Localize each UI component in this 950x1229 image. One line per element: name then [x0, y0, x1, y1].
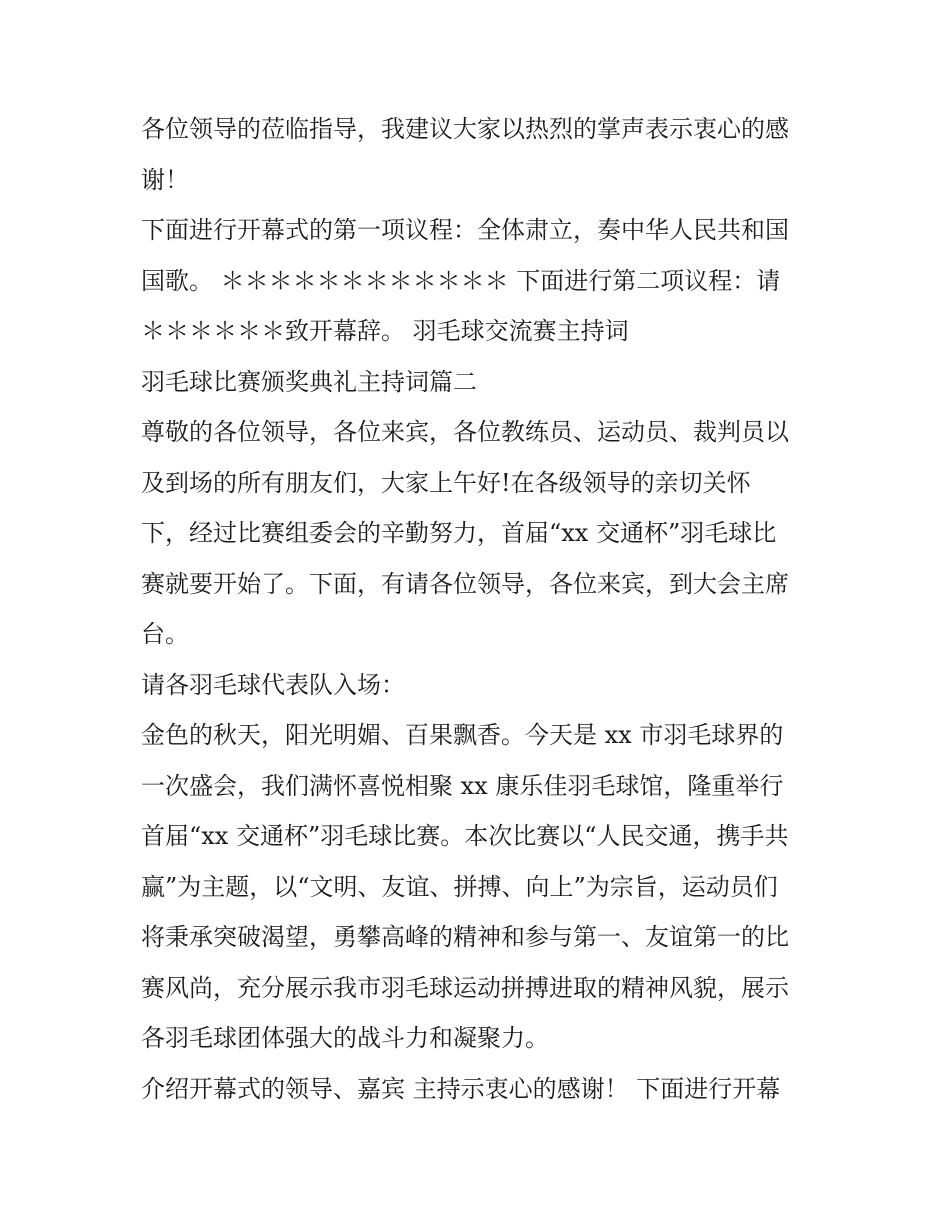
text-line: 赛风尚，充分展示我市羽毛球运动拼搏进取的精神风貌，展示	[141, 973, 789, 1002]
text-line: 台。	[141, 620, 189, 648]
text-line: 各位领导的莅临指导，我建议大家以热烈的掌声表示衷心的感	[141, 115, 789, 143]
text-line: 下，经过比赛组委会的辛勤努力，首届“xx 交通杯”羽毛球比	[141, 519, 777, 547]
text-line: 尊敬的各位领导，各位来宾，各位教练员、运动员、裁判员以	[141, 418, 789, 446]
text-line: 下面进行开幕式的第一项议程：全体肃立，奏中华人民共和国	[141, 216, 789, 244]
text-line: 各羽毛球团体强大的战斗力和凝聚力。	[141, 1024, 549, 1052]
text-line: 谢！	[141, 165, 189, 194]
text-line: 及到场的所有朋友们，大家上午好!在各级领导的亲切关怀	[141, 468, 751, 497]
text-line: 请各羽毛球代表队入场：	[141, 670, 405, 699]
text-line: 介绍开幕式的领导、嘉宾 主持示衷心的感谢！ 下面进行开幕	[141, 1074, 781, 1103]
text-line: ＊＊＊＊＊＊致开幕辞。 羽毛球交流赛主持词	[141, 317, 629, 345]
text-line: 一次盛会，我们满怀喜悦相聚 xx 康乐佳羽毛球馆，隆重举行	[141, 771, 784, 800]
text-line: 金色的秋天，阳光明媚、百果飘香。今天是 xx 市羽毛球界的	[141, 721, 784, 749]
text-line: 赢”为主题，以“文明、友谊、拼搏、向上”为宗旨，运动员们	[141, 872, 778, 901]
text-line: 国歌。 ＊＊＊＊＊＊＊＊＊＊＊＊ 下面进行第二项议程：请	[141, 266, 781, 295]
text-line: 赛就要开始了。下面，有请各位领导，各位来宾，到大会主席	[141, 569, 789, 598]
document-body	[141, 104, 821, 1114]
text-line: 将秉承突破渴望，勇攀高峰的精神和参与第一、友谊第一的比	[141, 923, 789, 951]
section-heading: 羽毛球比赛颁奖典礼主持词篇二	[141, 367, 477, 396]
text-line: 首届“xx 交通杯”羽毛球比赛。本次比赛以“人民交通，携手共	[141, 822, 789, 850]
